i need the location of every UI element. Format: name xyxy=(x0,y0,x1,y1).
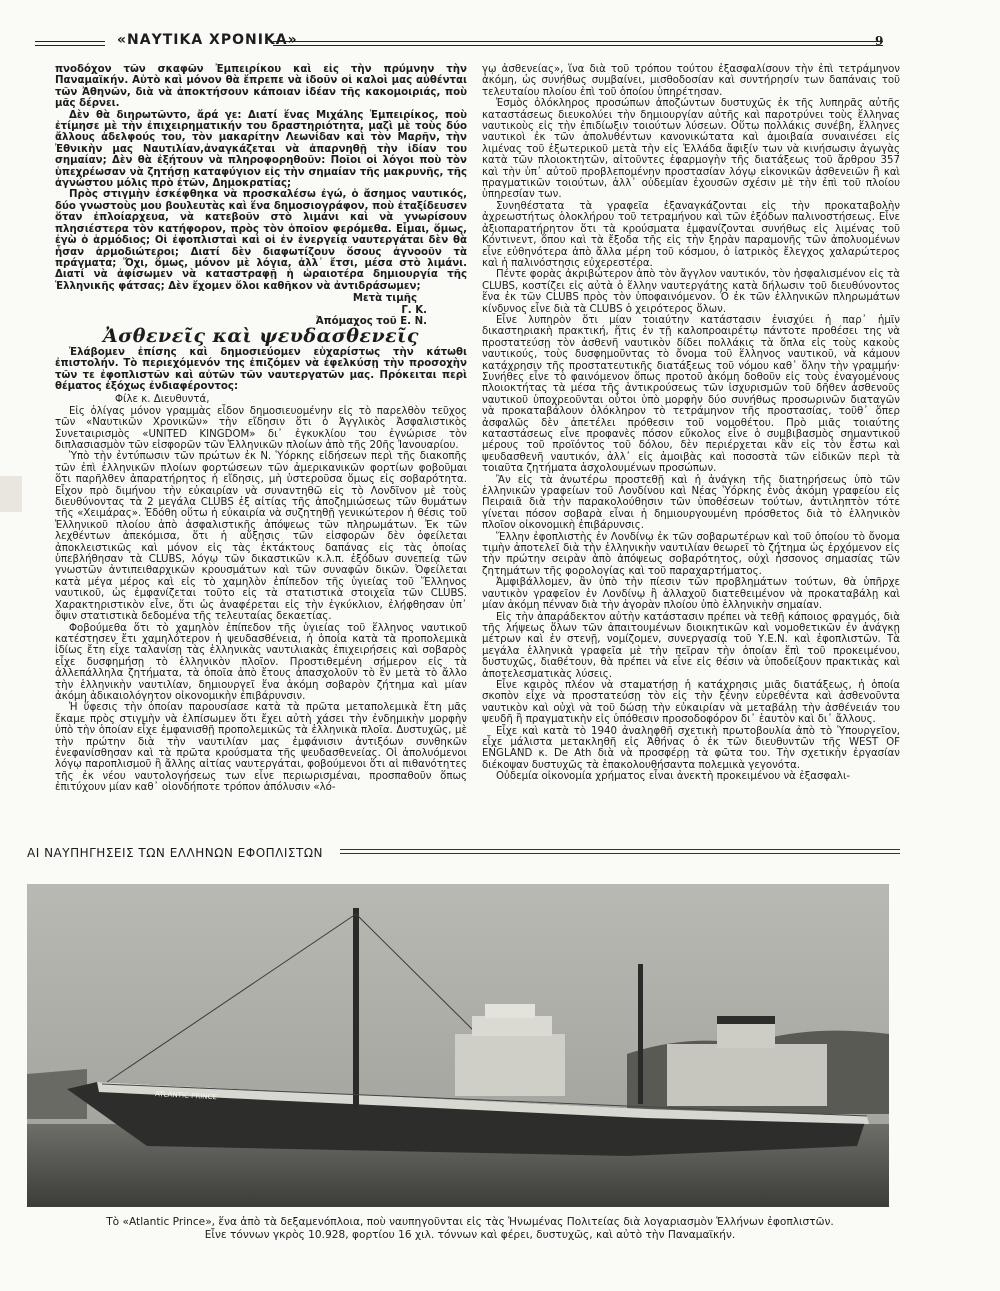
tanker-photo xyxy=(27,884,889,1207)
paper-fold-mark xyxy=(0,476,22,512)
bridge-deck xyxy=(472,1016,552,1036)
ship-illustration xyxy=(27,884,889,1207)
section-rule xyxy=(340,849,900,854)
paragraph: γῳ ἀσθενείας», ἵνα διὰ τοῦ τρόπου τούτου ἐξασφαλίσουν τὴν ἐπὶ τετράμηνον ἀκόμη, ὡς συνήθως συμβαίνει, μισθοδοσίαν καὶ συντήρησίν των δαπάναις τοῦ τελευταίου πλοίου ἐπὶ τοῦ ὁποίου ὑπηρέτησαν. xyxy=(482,64,900,98)
bridge-superstructure xyxy=(455,1034,565,1096)
paragraph: Εἶνε καιρὸς πλέον νὰ σταματήσῃ ἡ κατάχρησις μιᾶς διατάξεως, ἡ ὁποία σκοπὸν εἶχε νὰ προστατεύσῃ τὸν εἰς τὴν ξένην εὑρεθέντα καὶ ἀσθενοῦντα ναυτικὸν καὶ οὐχὶ νὰ τοῦ δώσῃ τὴν εὐκαιρίαν νὰ μεταβάλῃ τὴν ἀσθένειάν του ψευδῆ ἢ πραγματικὴν εἰς ὑπόθεσιν προσοδοφόρον δι᾿ ἑαυτὸν καὶ δι᾿ ἄλλους. xyxy=(482,679,900,726)
header-rule-left xyxy=(35,41,105,46)
aft-superstructure xyxy=(667,1044,827,1106)
paragraph: Συνηθέστατα τὰ γραφεῖα ἐξαναγκάζονται εἰς τὴν προκαταβολὴν ἀχρεωστήτως ὁλοκλήρου τοῦ τετραμήνου καὶ τῶν ἐξόδων παλινοστήσεως. Εἶνε ἀξιοπαρατήρητον ὅτι τὰ κρούσματα ἐμφανίζονται συνήθως εἰς λιμένας τοῦ Κόντινεντ, ὅπου καὶ τὰ ἔξοδα τῆς εἰς τὴν ξηρὰν παραμονῆς τῶν ἀπολυομένων εἶνε εὐθηνότερα ἀπὸ ἄλλα μέρη τοῦ κόσμου, ὁ ἰατρικὸς ἔλεγχος χαλαρώτερος καὶ ἡ παλινόστησις εὐχερεστέρα. xyxy=(482,200,900,269)
paragraph: Εἰς τὴν ἀπαράδεκτον αὐτὴν κατάστασιν πρέπει νὰ τεθῇ κάποιος φραγμός, διὰ τῆς λήψεως ὅλων τῶν ἀπαιτουμένων διοικητικῶν καὶ νομοθετικῶν ἐν ἀνάγκῃ μέτρων καὶ ἐν στενῇ, νομίζομεν, συνεργασίᾳ τοῦ Υ.Ε.Ν. καὶ ἐφοπλιστῶν. Τὰ μεγάλα ἑλληνικὰ γραφεῖα μὲ τὴν πεῖραν τὴν ὁποίαν ἔπὶ τοῦ προκειμένου, δυστυχῶς, διαθέτουν, θὰ πρέπει νὰ εἶνε εἰς θέσιν νὰ ὑποδείξουν πρακτικὰς καὶ ἀποτελεσματικὰς λύσεις. xyxy=(482,611,900,680)
paragraph: Ἕλλην ἐφοπλιστὴς ἐν Λονδίνῳ ἐκ τῶν σοβαρωτέρων καὶ τοῦ ὁποίου τὸ ὄνομα τιμὴν ἀποτελεῖ διὰ τὴν ἑλληνικὴν ναυτιλίαν θεωρεῖ τὸ ζήτημα ὡς ἐρχόμενον εἰς τὴν πρώτην σειρὰν ἀπὸ ἀπόψεως σοβαρότητος, οὐχὶ ἧσσονος σημασίας τῶν ζητημάτων τῆς φορολογίας καὶ τοῦ παραχαρτήματος. xyxy=(482,531,900,577)
header-rule-right xyxy=(273,41,883,46)
paragraph: Ἂν εἰς τὰ ἀνωτέρω προστεθῇ καὶ ἡ ἀνάγκη τῆς διατηρήσεως ὑπὸ τῶν ἑλληνικῶν γραφείων τοῦ Λονδίνου καὶ Νέας Ὑόρκης ἑνὸς ἀκόμη γραφείου εἰς Πειραιᾶ διὰ τὴν παρακολούθησιν τῶν ὑποθέσεων τούτων, ἀντιληπτὸν τότε γίνεται πόσον σοβαρὰ εἶναι ἡ δημιουργουμένη πρόσθετος διὰ τὸ ἑλληνικὸν πλοῖον οἰκονομικὴ ἐπιβάρυνσις. xyxy=(482,474,900,532)
aft-mast xyxy=(638,964,643,1104)
paragraph: Δὲν θὰ διηρωτῶντο, ἄρά γε: Διατί ἕνας Μιχάλης Ἐμπειρίκος, ποὺ ἐτίμησε μὲ τὴν ἐπιχειρηματικήν του δραστηριότητα, μαζὶ μὲ τοὺς δύο ἄλλους ἀδελφούς του, τὸν μακαρίτην Λεωνίδαν καὶ τὸν Μαρῆν, τὴν Ἐθνικὴν μας Ναυτιλίαν,ἀναγκάζεται νὰ ἀπαρνηθῇ τὴν ἰδίαν του σημαίαν; Δὲν θὰ ἐξήτουν νὰ πληροφορηθοῦν: Ποῖοι οἱ λόγοι ποὺ τὸν ὑπεχρέωσαν νὰ ζητήσῃ καταφύγιον εἰς τὴν σημαίαν τῆς μακρυνῆς, τῆς ἀγνώστου μόλις πρὸ ἐτῶν, Δημοκρατίας; xyxy=(55,109,467,190)
paragraph: Φοβούμεθα ὅτι τὸ χαμηλὸν ἐπίπεδον τῆς ὑγιείας τοῦ ἕλληνος ναυτικοῦ κατέστησεν ἔτι χαμηλότερον ἡ ψευδασθένεια, ἡ ὁποία κατὰ τὰ προπολεμικὰ ἰδίως ἔτη εἶχε ταλανίσῃ τὰς ἑλληνικὰς ναυτιλιακὰς ἐπιχειρήσεις καὶ σοβαρὸς εἶχε δυσφημήσῃ τὸ ἑλληνικὸν πλοῖον. Προστιθεμένη σήμερον εἰς τὰ ἀλλεπάλληλα ζητήματα, τὰ ὁποῖα ἀπὸ ἔτους ἀπασχολοῦν τὸ ἓν μετὰ τὸ ἄλλο τὴν ἑλληνικὴν ναυτιλίαν, δημιουργεῖ ἕνα ἀκόμη σοβαρὸν ζήτημα καὶ μίαν ἀκόμη ἀδικαιολόγητον οἰκονομικὴν ἐπιβάρυνσιν. xyxy=(55,622,467,702)
signature-initials: Γ. Κ. xyxy=(401,304,427,316)
paragraph: Εἶνε λυπηρὸν ὅτι μίαν τοιαύτην κατάστασιν ἐνισχύει ἡ παρ᾿ ἡμῖν δικαστηριακὴ πρακτική, ἥτις ἐν τῇ καλοπροαιρέτῳ πάντοτε προθέσει της νὰ προστατεύσῃ τὸν ἀσθενῆ ναυτικὸν δίδει πολλάκις τὰ ὅπλα εἰς τοὺς κακοὺς ναυτικούς, τοὺς δυσφημοῦντας τὸ ὄνομα τοῦ ἕλληνος ναυτικοῦ, νὰ κάμουν κατάχρησιν τῆς προστατευτικῆς διατάξεως τοῦ νόμου καθ᾿ ὅλην τὴν γραμμήν· Συνήθες εἶνε τὸ φαινόμενον ὅπως προτοῦ ἀκόμη δοθοῦν εἰς τοὺς ἐναγομένους πλοιοκτήτας τὰ μέσα τῆς ἀντικρούσεως τῶν ἰσχυρισμῶν τοῦ δῆθεν ἀσθενοῦς ναυτικοῦ ὑποχρεοῦνται οὗτοι ὑπὸ μορφὴν δύο συνήθως προσωρινῶν διαταγῶν νὰ προκαταβάλουν ὁλόκληρον τὸ τετράμηνον τῆς προστασίας, τοῦθ᾿ ὅπερ ἀσφαλῶς δὲν ἀπετέλει πρόθεσιν τοῦ νομοθέτου. Πρὸ μιᾶς τοιαύτης καταστάσεως εἶνε προφανὲς πόσον εὔκολος εἶνε ὁ συμβιβασμὸς σημαντικοῦ μέρους τοῦ προϊόντος τοῦ δόλου, δὲν περιέρχεται κἂν εἰς τὸν ἔστω καὶ ψευδασθενῆ ναυτικόν, ἀλλ᾿ εἰς ἀμοιβὰς καὶ ποσοστὰ τῶν εἰδικῶν περὶ τὰ τοιαῦτα ζητήματα ἀσχολουμένων προσώπων. xyxy=(482,314,900,475)
paragraph: Ἀμφιβάλλομεν, ἂν ὑπὸ τὴν πίεσιν τῶν προβλημάτων τούτων, θὰ ὑπῆρχε ναυτικὸν γραφεῖον ἐν Λονδίνῳ ἢ ἀλλαχοῦ διατεθειμένον νὰ προκαταβάλῃ καὶ μίαν ἀκόμη πένναν διὰ τὴν ἀγορὰν πλοίου ὑπὸ ἑλληνικὴν σημαίαν. xyxy=(482,577,900,612)
letter-salutation: Φίλε κ. Διευθυντά, xyxy=(115,394,210,406)
paragraph: Εἶχε καὶ κατὰ τὸ 1940 ἀναληφθῆ σχετικὴ πρωτοβουλία ἀπὸ τὸ Ὑπουργεῖον, εἶχε μάλιστα μετακληθῆ εἰς Ἀθήνας ὁ ἐκ τῶν διευθυντῶν τῆς WEST OF ENGLAND κ. De Ath διὰ νὰ προσφέρῃ τὰ φῶτα του. Τὴν σχετικὴν ἐργασίαν διέκοψαν δυστυχῶς τὰ ἐπακολουθήσαντα πολεμικὰ γεγονότα. xyxy=(482,725,900,771)
paragraph: Οὐδεμία οἰκονομία χρήματος εἶναι ἀνεκτὴ προκειμένου νὰ ἐξασφαλι- xyxy=(496,771,851,783)
caption-line-2: Εἶνε τόννων γκρὸς 10.928, φορτίου 16 χιλ. τόννων καὶ φέρει, δυστυχῶς, καὶ αὐτὸ τὴν Παναμαϊκήν. xyxy=(204,1229,736,1241)
left-column xyxy=(55,64,467,794)
page-header xyxy=(35,34,955,56)
paragraph: πνοδόχον τῶν σκαφῶν Ἐμπειρίκου καὶ εἰς τὴν πρύμνην τὴν Παναμαϊκήν. Αὐτὸ καὶ μόνον θὰ ἔπρεπε νὰ ἰδοῦν οἱ καλοὶ μας αὐθένται τῶν Ἀθηνῶν, διὰ νὰ ἀποκτήσουν κάποιαν ἰδέαν τῆς κακομοιριάς, ποὺ μᾶς δέρνει. xyxy=(55,64,467,110)
paragraph: Ἐσμὸς ὁλόκληρος προσώπων ἀποζώντων δυστυχῶς ἐκ τῆς λυπηρᾶς αὐτῆς καταστάσεως διευκολύει τὴν δημιουργίαν αὐτῆς καὶ παροτρύνει τοὺς ἕλληνας ναυτικοὺς εἰς τὴν ἐπιδίωξιν τοιούτων λύσεων. Οὕτω πολλάκις συνέβη, ἕλληνες ναυτικοὶ ἐκ τῶν ἀπολυθέντων κανονικώτατα καὶ ἀμοιβαία συναινέσει εἰς λιμένας τοῦ ἐξωτερικοῦ μετὰ τὴν εἰς Ἑλλάδα ἄφιξίν των νὰ κινήσωσιν ἀγωγὰς κατὰ τῶν πλοιοκτητῶν, αἰτοῦντες ἐφαρμογὴν τῆς διατάξεως τοῦ ἄρθρου 357 καὶ τὴν ὑπ᾿ αὐτοῦ προβλεπομένην προστασίαν λόγῳ εἰκονικῶν ἀσθενειῶν ἢ καὶ πραγματικῶν τοιούτων, ἀλλ᾿ οὐδεμίαν ἐχουσῶν σχέσιν μὲ τὴν ἐπὶ τοῦ πλοίου ὑπηρεσίαν των. xyxy=(482,98,900,201)
article-intro: Ἐλάβομεν ἐπίσης καὶ δημοσιεύομεν εὐχαρίστως τὴν κάτωθι ἐπιστολήν. Τὸ περιεχόμενόν της ἐπιζόμεν νὰ ἑφελκύσῃ τὴν προσοχὴν τῶν τε ἐφοπλιστῶν καὶ αὐτῶν τῶν ναυτεργατῶν μας. Πρόκειται περὶ θέματος ἐξόχως ἐνδιαφέροντος: xyxy=(55,346,467,392)
page-number: 9 xyxy=(875,34,884,48)
paragraph: Ὑπὸ τὴν ἐντύπωσιν τῶν πρώτων ἐκ Ν. Ὑόρκης εἰδήσεων περὶ τῆς διακοπῆς τῶν ἐπὶ ἑλληνικῶν πλοίων φορτώσεων τῶν ἀμερικανικῶν φορτίων φοβοῦμαι ὅτι παρῆλθεν ἀπαρατήρητος ἡ εἴδησις, μὴ ὑστεροῦσα ὅμως εἰς σοβαρότητα. Εἶχον πρὸ διμήνου τὴν εὐκαιρίαν νὰ συναντηθῶ εἰς τὸ Λονδῖνον μὲ τοὺς διευθύνοντας τὰ 2 μεγάλα CLUBS ἐξ αἰτίας τῆς ἀποζημιώσεως τῶν θυμάτων τῆς «Χειμάρας». Ἐδόθη οὕτω ἡ εὐκαιρία νὰ συζητηθῇ γενικώτερον ἡ θέσις τοῦ Ἑλληνικοῦ πλοίου ἀπὸ ἀσφαλιστικῆς ἀπόψεως τῶν πληρωμάτων. Ἐκ τῶν λεχθέντων ἀπεκόμισα, ὅτι ἡ αὔξησις τῶν εἰσφορῶν δὲν ὀφείλεται ἀποκλειστικῶς καὶ μόνον εἰς τὰς ἐκτάκτους δαπάνας εἰς τὰς ὁποίας ὑπεβλήθησαν τὰ CLUBS, λόγῳ τῶν δικαστικῶν κ.λ.π. ἐξόδων συνεπείᾳ τῶν γνωστῶν ἀντιπειθαρχικῶν κρουσμάτων καὶ τῶν συναφῶν δικῶν. Ὀφείλεται κατὰ μέγα μέρος καὶ εἰς τὸ χαμηλὸν ἐπίπεδον τῆς ὑγιείας τοῦ Ἕλληνος ναυτικοῦ, ὡς ἐμφανίζεται τοῦτο εἰς τὰ στατιστικὰ στοιχεῖα τῶν CLUBS. Χαρακτηριστικὸν εἶνε, ὅτι ὡς ἀναφέρεται εἰς τὴν ἐγκύκλιον, ἐλήφθησαν ὑπ᾿ ὄψιν στατιστικὰ δεδομένα τῆς τελευταίας δεκαετίας. xyxy=(55,451,467,623)
right-column xyxy=(482,64,900,783)
article-title: Ἀσθενεῖς καὶ ψευδασθενεῖς xyxy=(103,325,419,348)
section-title: ΑΙ ΝΑΥΠΗΓΗΣΕΙΣ ΤΩΝ ΕΛΛΗΝΩΝ ΕΦΟΠΛΙΣΤΩΝ xyxy=(27,846,323,860)
paragraph: Ἡ ὕφεσις τὴν ὁποίαν παρουσίασε κατὰ τὰ πρῶτα μεταπολεμικὰ ἔτη μᾶς ἔκαμε πρὸς στιγμὴν νὰ ἐλπίσωμεν ὅτι ἔχει αὐτὴ χάσει τὴν ἐνδημικὴν μορφὴν ὑπὸ τὴν ὁποίαν εἶχε ἐμφανισθῇ προπολεμικῶς τὰ ἑλληνικὰ πλοῖα. Δυστυχῶς, μὲ τὴν πρώτην διὰ τὴν ναυτιλίαν μας ἐμφάνισιν ἀντιξόων συνθηκῶν ἐνεφανίσθησαν καὶ τὰ πρῶτα κρούσματα τῆς ψευδασθενείας. Οἱ ἀπολυόμενοι λόγῳ παροπλισμοῦ ἢ ἄλλης αἰτίας ναυτεργάται, φοβούμενοι ὅτι αἱ πιθανότητες τῆς ἐκ νέου ναυτολογήσεως των εἶνε περιωρισμέναι, προσπαθοῦν ὅπως ἐπιτύχουν μίαν καθ᾿ οἱονδήποτε τρόπον ἀπόλυσιν «λό- xyxy=(55,702,467,794)
forward-mast xyxy=(353,908,359,1108)
signature-closing: Μετὰ τιμῆς xyxy=(352,293,417,305)
funnel-band xyxy=(717,1016,775,1024)
magazine-title: «ΝΑΥΤΙΚΑ ΧΡΟΝΙΚΑ» xyxy=(117,32,298,48)
paragraph: Πέντε φορὰς ἀκριβώτερον ἀπὸ τὸν ἄγγλον ναυτικόν, τὸν ἠσφαλισμένον εἰς τὰ CLUBS, κοστίζει εἰς αὐτὰ ὁ ἕλλην ναυτεργάτης κατὰ δήλωσιν τοῦ διευθύνοντος ἕνα ἐκ τῶν CLUBS πρὸς τὸν ὑποφαινόμενον. Ὁ ἐκ τῶν ἑλληνικῶν πληρωμάτων κίνδυνος εἶνε διὰ τὰ CLUBS ὁ χειρότερος ὅλων. xyxy=(482,269,900,315)
wheelhouse xyxy=(485,1004,535,1018)
paragraph: Πρὸς στιγμὴν ἐσκέφθηκα νὰ προσκαλέσω ἐγώ, ὁ ἄσημος ναυτικός, δύο γνωστοὺς μου βουλευτὰς καὶ ἕνα δημοσιογράφον, ποὺ ἐταξίδευσεν ὅταν ἐπλοίαρχευα, νὰ κατεβοῦν στὸ λιμάνι καὶ νὰ γνωρίσουν πλησιέστερα τὸν κατήφορον, πρὸς τὸν ὁποῖον φερόμεθα. Εἶμαι, ὅμως, ἐγὼ ὁ ἁρμόδιος; Οἱ ἐφοπλισταὶ καὶ οἱ ἐν ἐνεργείᾳ ναυτεργάται δὲν θὰ ἦσαν ἁρμοδιώτεροι; Διατί δὲν διαφωτίζουν ὅσους ἀγνοοῦν τὰ πράγματα; Ὄχι, ὅμως, μόνον μὲ λόγια, ἀλλ᾿ ἔτσι, μέσα στὸ λιμάνι. Διατί νὰ ἀφίσωμεν νὰ καταστραφῇ ἡ ὡραιοτέρα δημιουργία τῆς Ἑλληνικῆς φάτσας; Δὲν ἔχομεν ὅλοι καθῆκον νὰ ἀντιδράσωμεν; xyxy=(55,189,467,292)
caption-line-1: Τὸ «Atlantic Prince», ἕνα ἀπὸ τὰ δεξαμενόπλοια, ποὺ ναυπηγοῦνται εἰς τὰς Ἡνωμένας Πολιτείας διὰ λογαριασμὸν Ἑλλήνων ἐφοπλιστῶν. xyxy=(106,1216,834,1228)
photo-caption xyxy=(40,1216,900,1242)
signature-title: Ἀπόμαχος τοῦ Ε. Ν. xyxy=(315,315,427,327)
ship-name-on-bow: ATLANTIC PRINCE xyxy=(154,1090,217,1102)
paragraph: Εἰς ὀλίγας μόνον γραμμὰς εἶδον δημοσιευομένην εἰς τὸ παρελθὸν τεῦχος τῶν «Ναυτικῶν Χρονικῶν» τὴν εἴδησιν ὅτι ὁ Ἀγγλικὸς Ἀσφαλιστικὸς Συνεταιρισμὸς «UNITED KINGDOM» δι᾿ ἐγκυκλίου του ἐγνώρισε τὸν διπλασιασμὸν τῶν εἰσφορῶν τῶν Ἑλληνικῶν πλοίων ἀπὸ τῆς 20ῆς Ἰανουαρίου. xyxy=(55,405,467,451)
